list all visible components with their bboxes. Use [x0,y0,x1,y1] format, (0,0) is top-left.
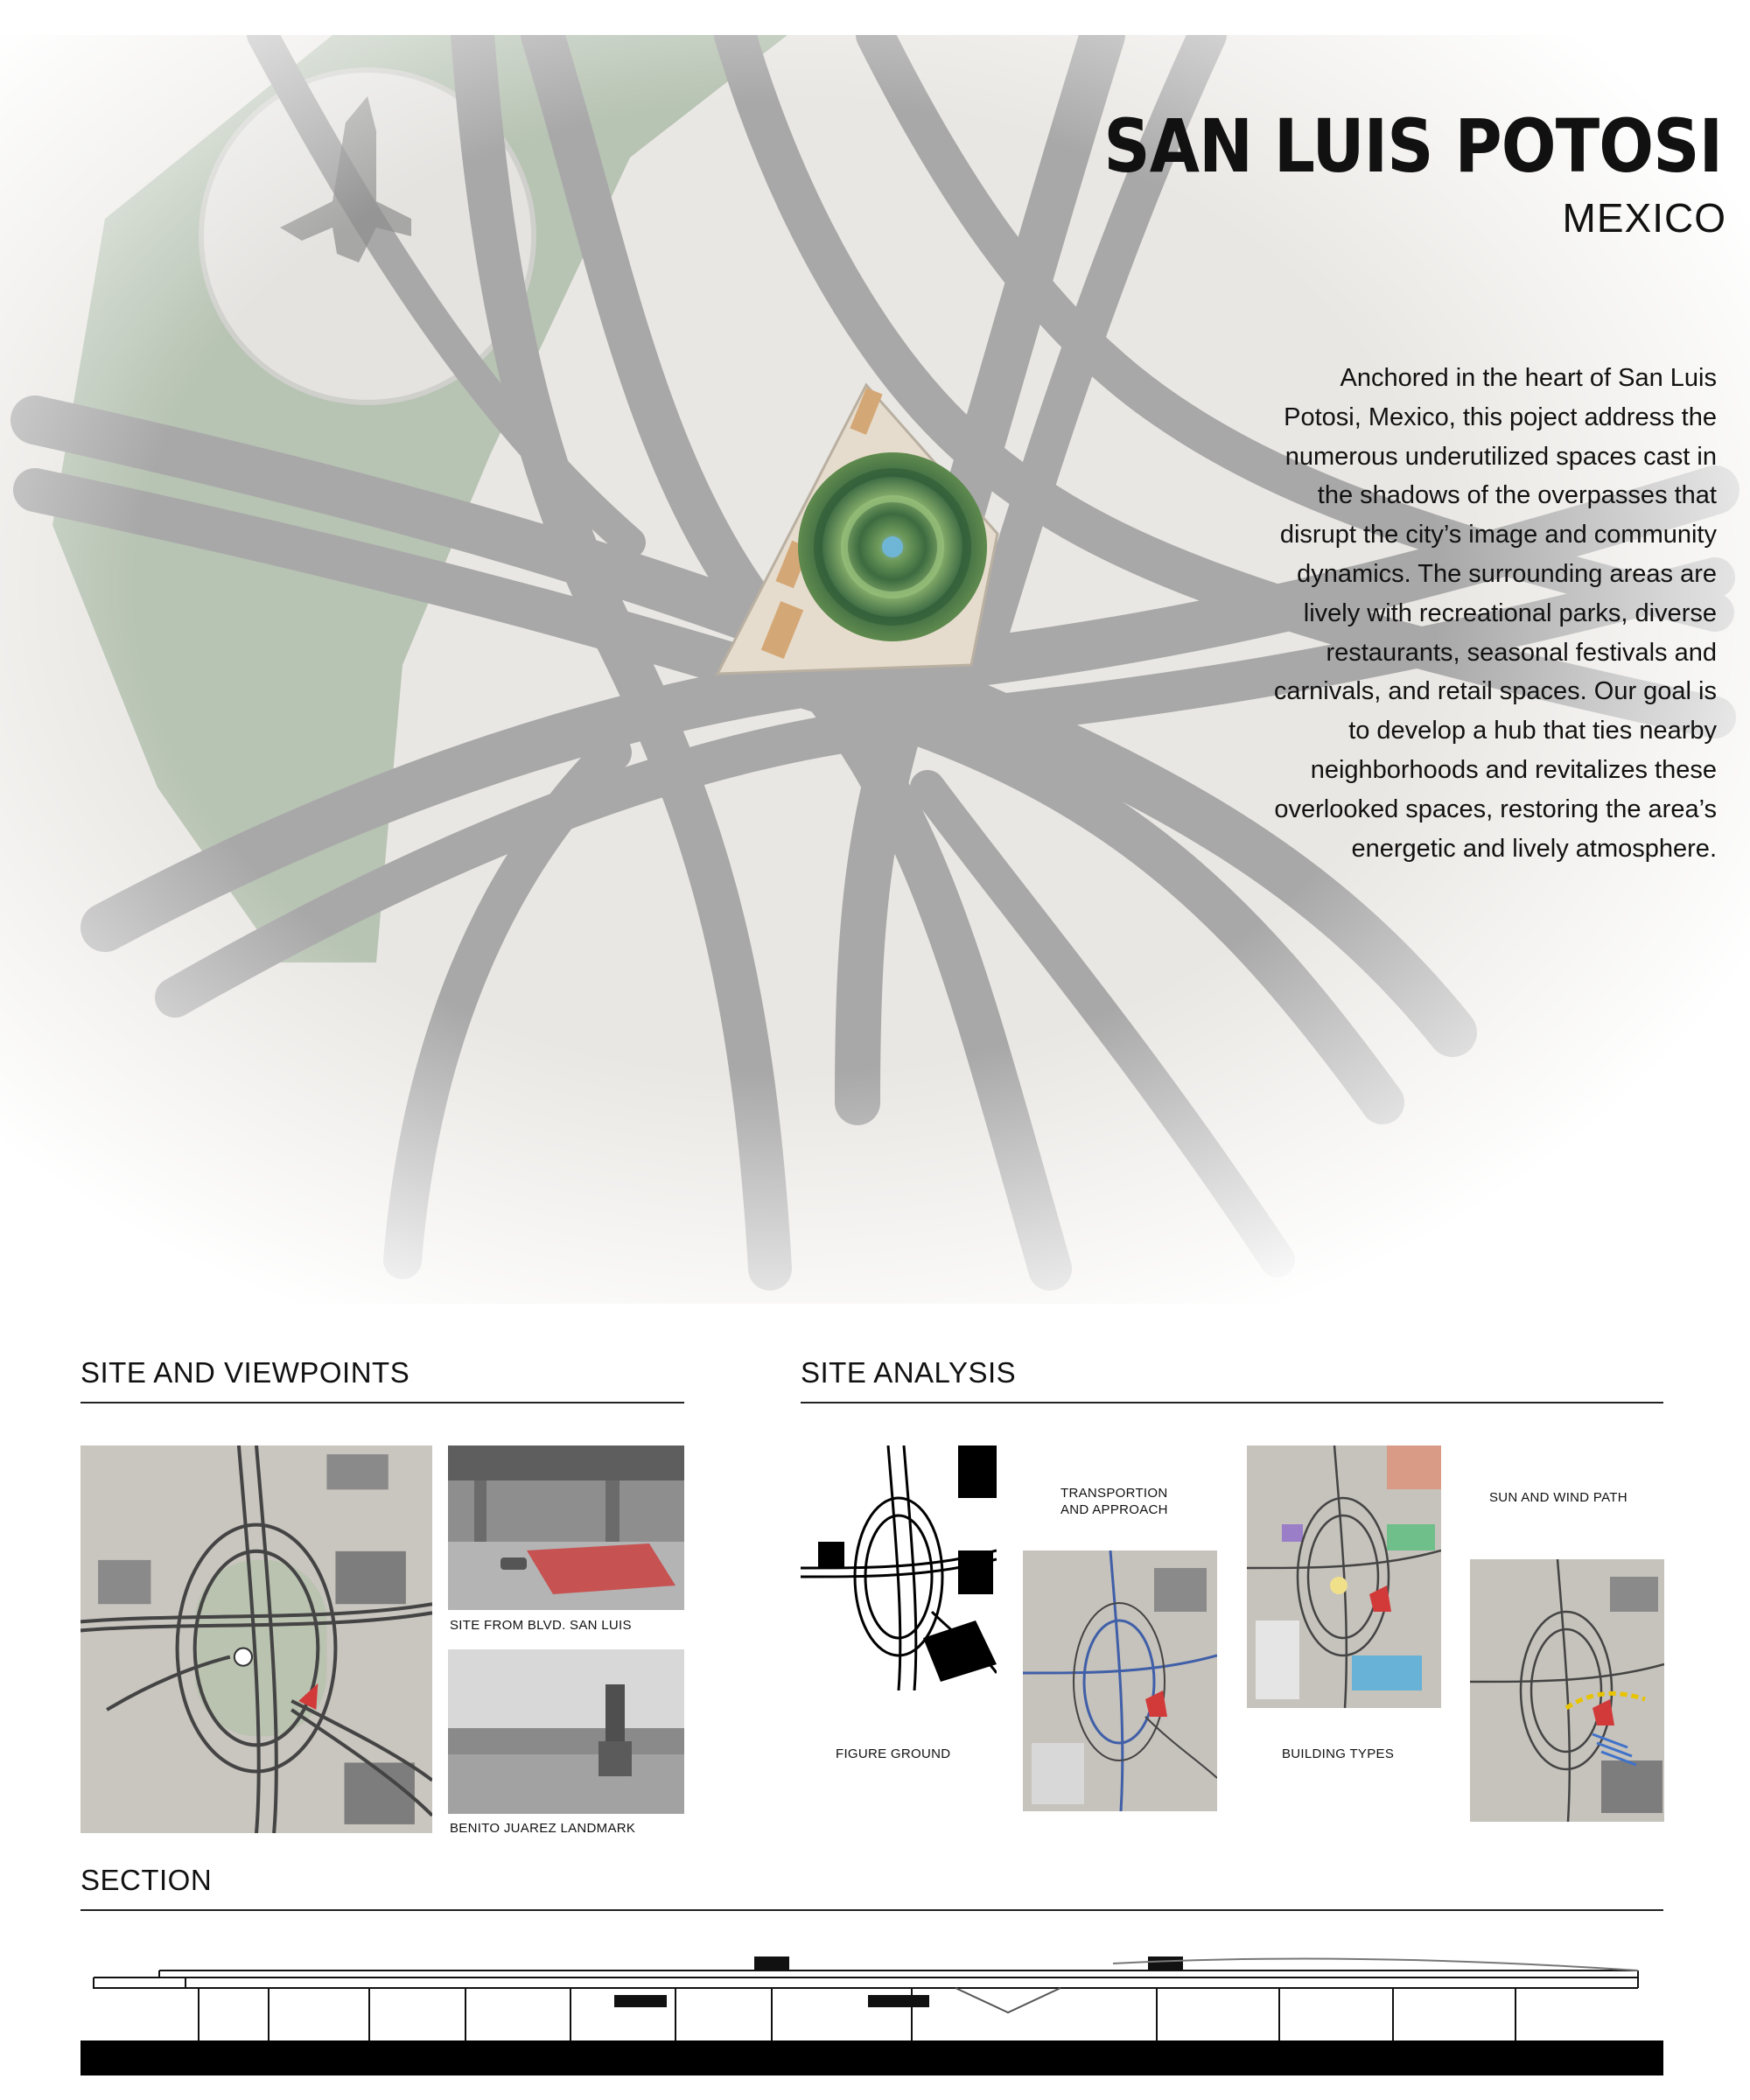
divider [80,1402,684,1404]
figure-ground-map [801,1446,997,1690]
building-types-map [1247,1446,1441,1708]
page-subtitle: MEXICO [1562,195,1726,241]
site-map [80,1446,432,1833]
transportation-map [1023,1550,1217,1811]
section-heading: SECTION [80,1864,213,1896]
figure-ground-caption: FIGURE GROUND [836,1746,951,1761]
site-analysis-heading: SITE ANALYSIS [801,1356,1017,1389]
divider [80,1909,1663,1911]
photo2-caption: BENITO JUAREZ LANDMARK [450,1821,636,1836]
photo-benito-juarez [448,1649,684,1814]
transportation-caption: TRANSPORTION AND APPROACH [1060,1486,1168,1517]
site-viewpoints-heading: SITE AND VIEWPOINTS [80,1356,410,1389]
photo-blvd-san-luis [448,1446,684,1610]
building-types-caption: BUILDING TYPES [1282,1746,1395,1761]
sun-wind-caption: SUN AND WIND PATH [1489,1490,1628,1505]
divider [801,1402,1663,1404]
photo1-caption: SITE FROM BLVD. SAN LUIS [450,1618,632,1633]
sun-wind-map [1470,1559,1664,1822]
project-description: Anchored in the heart of San Luis Potosi, Mexico, this poject address the numerous underutilized spaces cast in the shadows of the overpasses that disrupt the city’s image and community dynamics. The surrounding areas are lively with recreational parks, diverse restaurants, seasonal festivals and carnivals, and retail spaces. Our goal is to develop a hub that ties nearby neighborhoods and revitalizes these overlooked spaces, restoring the area’s energetic and lively atmosphere. [1273,364,1717,863]
page-title: SAN LUIS POTOSI [1103,103,1722,189]
section-drawing [80,1934,1663,2076]
